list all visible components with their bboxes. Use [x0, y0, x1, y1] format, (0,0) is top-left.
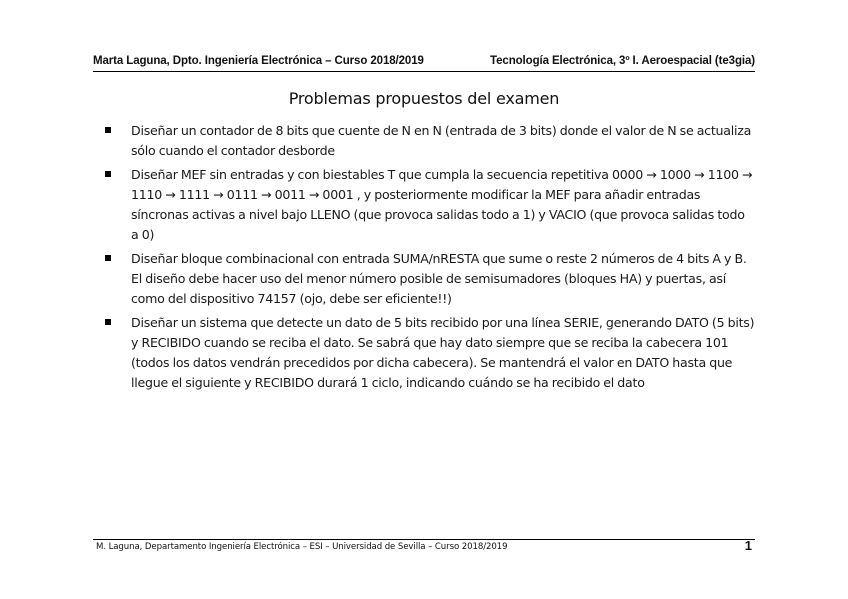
problem-list — [105, 121, 755, 397]
header-divider — [93, 71, 755, 72]
problem-text: Diseñar un sistema que detecte un dato de 5 bits recibido por una línea SERIE, generando DATO (5 bits) y RECIBIDO cuando se reciba el dato. Se sabrá que hay dato siempre que se reciba la cabecera 101 (todos los datos vendrán precedidos por dicha cabecera). Se mantendrá el valor en DATO hasta que llegue el siguiente y RECIBIDO durará 1 ciclo, indicando cuándo se ha recibido el dato — [131, 315, 755, 390]
header-subject: Tecnología Electrónica, 3º I. Aeroespacial (te3gia) — [490, 55, 755, 67]
bullet-square-icon — [105, 255, 111, 261]
page-title: Problemas propuestos del examen — [288, 89, 560, 108]
bullet-square-icon — [105, 171, 111, 177]
bullet-square-icon — [105, 319, 111, 325]
problem-text: Diseñar MEF sin entradas y con biestables T que cumpla la secuencia repetitiva 0000 → 1000 → 1100 → 1110 → 1111 → 0111 → 0011 → 0001 , y posteriormente modificar la MEF para añadir entradas síncronas activas a nivel bajo LLENO (que provoca salidas todo a 1) y VACIO (que provoca salidas todo a 0) — [131, 167, 753, 242]
page-header — [93, 55, 755, 71]
problem-text: Diseñar bloque combinacional con entrada SUMA/nRESTA que sume o reste 2 números de 4 bits A y B. El diseño debe hacer uso del menor número posible de semisumadores (bloques HA) y puertas, así como del dispositivo 74157 (ojo, debe ser eficiente!!) — [131, 251, 747, 306]
page-number: 1 — [744, 538, 752, 553]
footer-divider — [93, 539, 755, 540]
problem-text: Diseñar un contador de 8 bits que cuente de N en N (entrada de 3 bits) donde el valor de N se actualiza sólo cuando el contador desborde — [131, 123, 752, 158]
header-author-course: Marta Laguna, Dpto. Ingeniería Electrónica – Curso 2018/2019 — [93, 55, 424, 67]
problem-item-3 — [105, 249, 755, 309]
bullet-square-icon — [105, 127, 111, 133]
problem-item-1 — [105, 121, 755, 161]
problem-item-2 — [105, 165, 755, 245]
footer-credits: M. Laguna, Departamento Ingeniería Electrónica – ESI – Universidad de Sevilla – Curso 2018/2019 — [96, 542, 508, 552]
problem-item-4 — [105, 313, 755, 393]
